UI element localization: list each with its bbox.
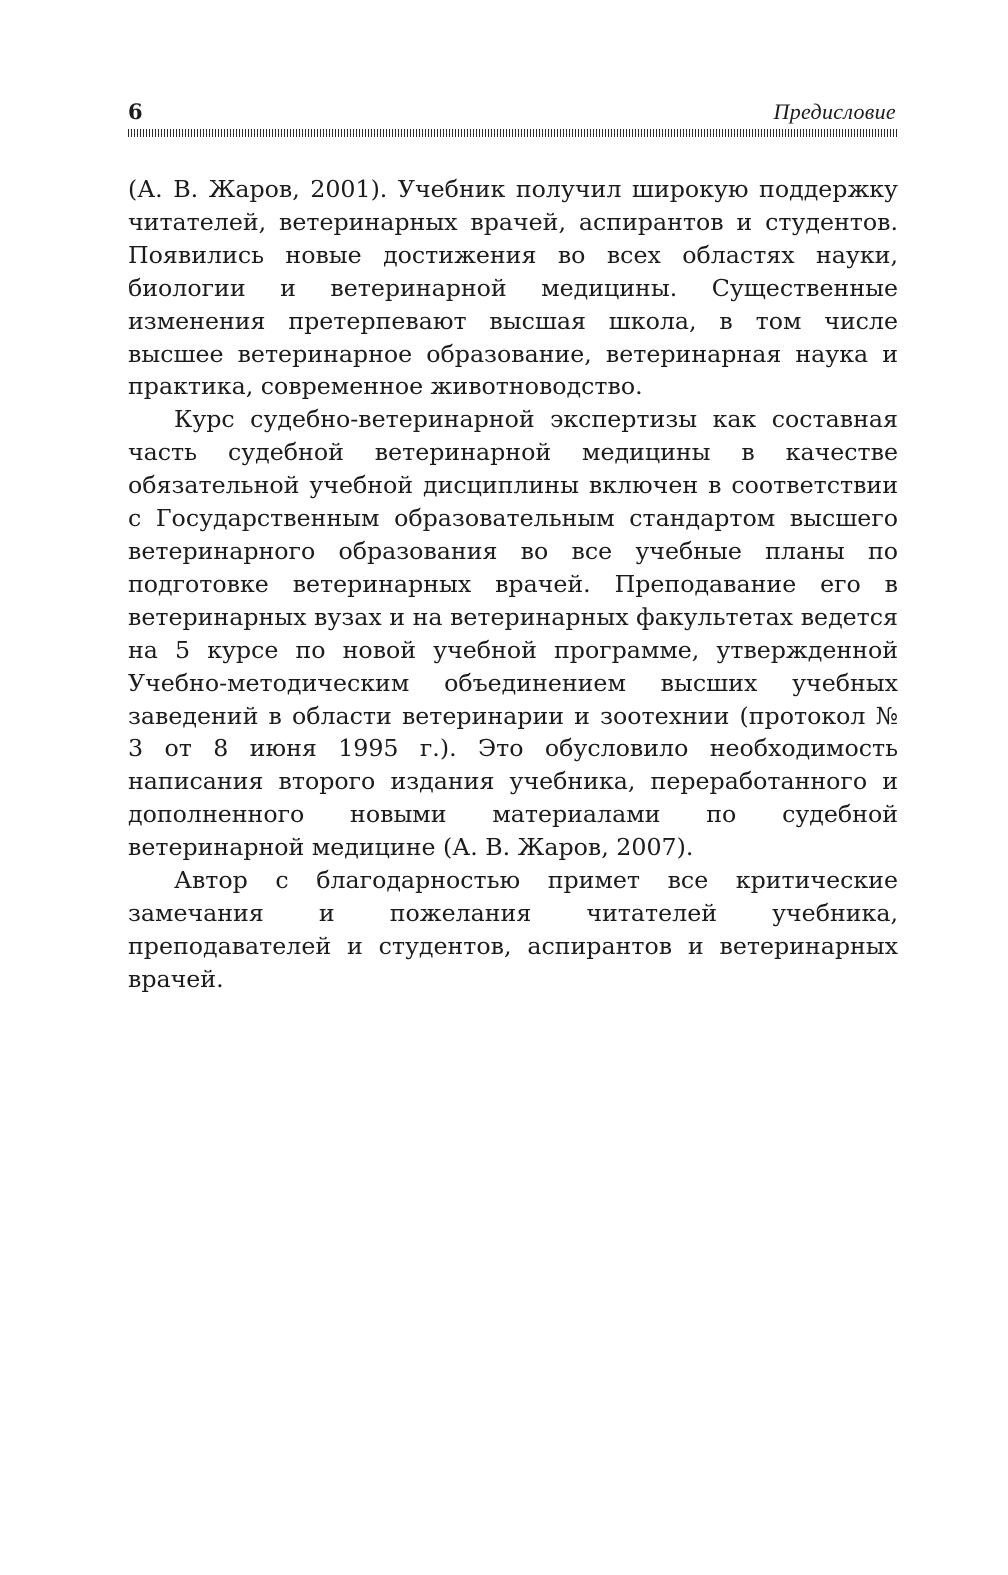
running-head <box>128 98 898 128</box>
header-rule <box>128 129 898 137</box>
page-number: 6 <box>128 99 143 124</box>
paragraph-author-note: Автор с благодарностью примет все критические замечания и пожелания читателей учебника, преподавателей и студентов, аспирантов и ветеринарных врачей. <box>128 866 898 993</box>
section-title: Предисловие <box>773 99 896 124</box>
body-text <box>128 173 898 996</box>
paragraph-course: Курс судебно-ветеринарной экспертизы как составная часть судебной ветеринарной медицины в качестве обязательной учебной дисциплины включен в соответствии с Государственным образовательным стандартом высшего ветеринарного образования во все учебные планы по подготовке ветеринарных врачей. Преподавание его в ветеринарных вузах и на ветеринарных факультетах ведется на 5 курсе по новой учебной программе, утвержденной Учебно-методическим объединением высших учебных заведений в области ветеринарии и зоотехнии (протокол № 3 от 8 июня 1995 г.). Это обусловило необходимость написания второго издания учебника, переработанного и дополненного новыми материалами по судебной ветеринарной медицине (А. В. Жаров, 2007). <box>128 405 898 862</box>
paragraph-continuation: (А. В. Жаров, 2001). Учебник получил широкую поддержку читателей, ветеринарных врачей, аспирантов и студентов. Появились новые достижения во всех областях науки, биологии и ветеринарной медицины. Существенные изменения претерпевают высшая школа, в том числе высшее ветеринарное образование, ветеринарная наука и практика, современное животноводство. <box>128 175 898 401</box>
